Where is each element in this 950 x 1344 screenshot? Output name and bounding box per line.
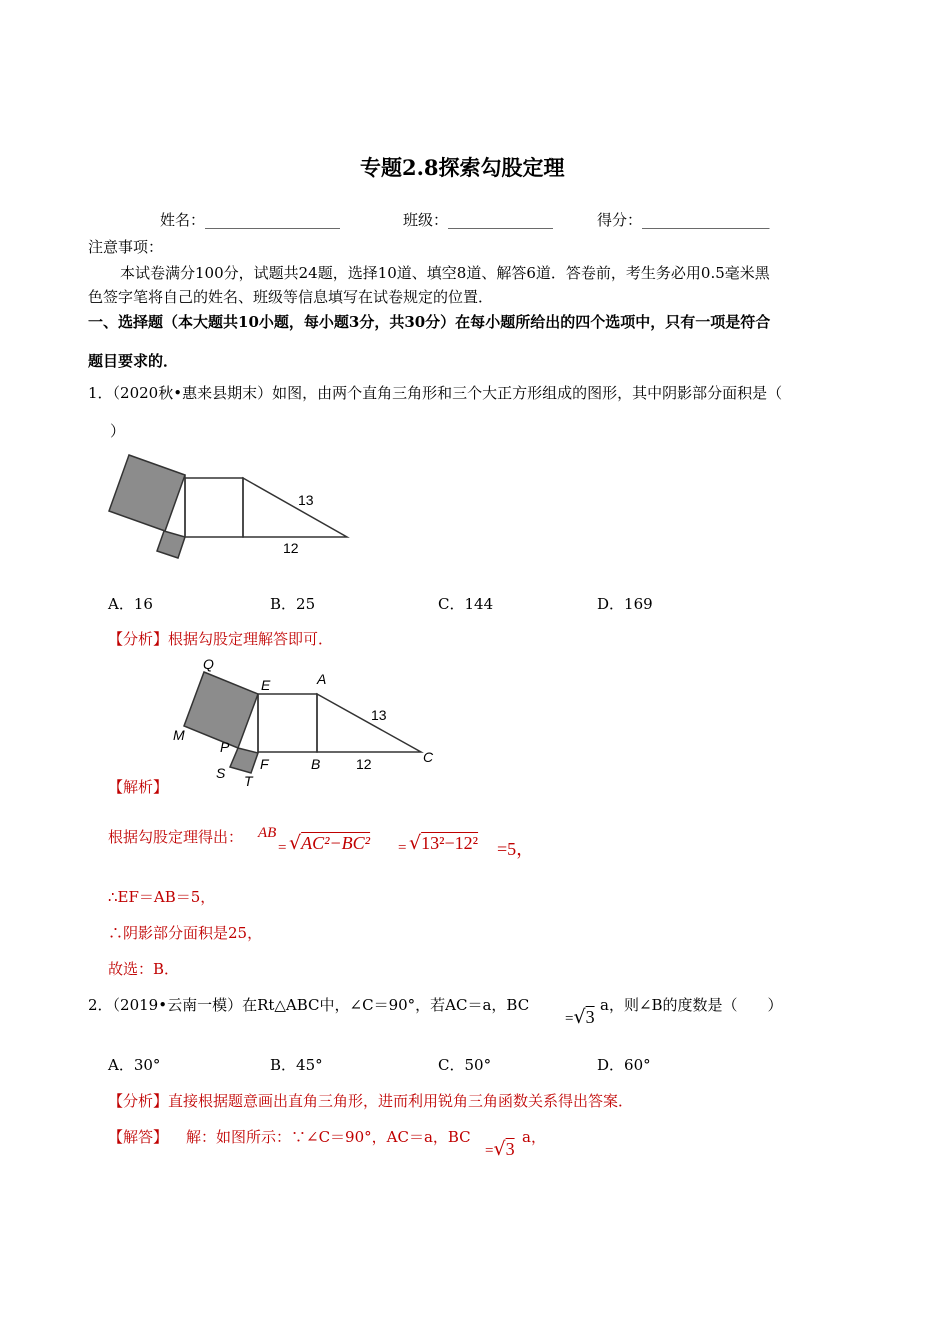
q2-answer-eq: = bbox=[485, 1143, 494, 1159]
q1-right-triangle bbox=[243, 478, 347, 537]
q1-solution-label: 【解析】 bbox=[108, 778, 169, 796]
q1-shaded-square-large bbox=[109, 455, 185, 531]
name-field: 姓名：__________________ bbox=[160, 211, 341, 229]
section-heading-line-2: 题目要求的． bbox=[88, 352, 179, 370]
q1-sol-square-efba bbox=[258, 694, 317, 752]
q2-answer: 解：如图所示：∵∠C＝90°，AC＝a，BC bbox=[186, 1128, 471, 1146]
q2-stem-sqrt-sign: √ bbox=[573, 1006, 586, 1028]
q1-label-q: Q bbox=[203, 656, 214, 672]
q1-solution-eq-1: = bbox=[278, 840, 287, 856]
q1-solution-radical-1 bbox=[289, 832, 370, 854]
notice-heading: 注意事项： bbox=[88, 238, 164, 256]
q1-label-m: M bbox=[173, 727, 185, 743]
page-title: 专题2.8探索勾股定理 bbox=[360, 155, 565, 180]
q1-sqrt-sign-2: √ bbox=[409, 832, 422, 854]
q2-option-d: D．60° bbox=[597, 1056, 651, 1074]
q1-sol-shaded-square-large bbox=[184, 672, 258, 748]
q1-sqrt-radicand-1: AC²−BC² bbox=[301, 833, 371, 853]
q2-answer-sqrt-sign: √ bbox=[493, 1138, 506, 1160]
q1-option-a: A．16 bbox=[108, 595, 153, 613]
q1-stem-line-1: 1．（2020秋•惠来县期末）如图，由两个直角三角形和三个大正方形组成的图形，其中阴影部分面积是（ bbox=[88, 384, 783, 402]
q1-label-b: B bbox=[311, 756, 321, 772]
q2-answer-sqrt bbox=[485, 1138, 515, 1160]
q1-sol-triangle-abc bbox=[317, 694, 421, 752]
q1-solution-radical-2 bbox=[409, 832, 478, 854]
q1-solution-figure bbox=[168, 654, 443, 789]
class-field: 班级：______________ bbox=[403, 211, 554, 229]
q1-sol-label-hypotenuse: 13 bbox=[371, 707, 387, 723]
q1-solution-eq-2: = bbox=[398, 840, 407, 856]
q2-option-a: A．30° bbox=[108, 1056, 161, 1074]
q1-solution-prefix: 根据勾股定理得出： bbox=[108, 828, 244, 846]
q2-analysis: 【分析】直接根据题意画出直角三角形，进而利用锐角三角函数关系得出答案． bbox=[108, 1092, 634, 1110]
q1-label-p: P bbox=[220, 739, 230, 755]
q1-option-c: C．144 bbox=[438, 595, 494, 613]
q1-solution-line-2: ∴EF＝AB＝5， bbox=[108, 888, 216, 906]
q2-option-b: B．45° bbox=[270, 1056, 323, 1074]
q2-stem-sqrt bbox=[565, 1006, 595, 1028]
q2-stem-sqrt-value: 3 bbox=[585, 1007, 595, 1027]
score-field: 得分：_________________ bbox=[597, 211, 770, 229]
notice-line-1: 本试卷满分100分，试题共24题，选择10道、填空8道、解答6道．答卷前，考生务必用0.5毫米黑 bbox=[120, 264, 770, 282]
q1-figure bbox=[105, 450, 355, 562]
q1-middle-square bbox=[185, 478, 243, 537]
q1-analysis: 【分析】根据勾股定理解答即可． bbox=[108, 630, 334, 648]
q1-sqrt-sign-1: √ bbox=[289, 832, 302, 854]
q1-label-e: E bbox=[261, 677, 271, 693]
q2-stem-eq: = bbox=[565, 1011, 574, 1027]
q1-label-base: 12 bbox=[283, 540, 299, 556]
q1-solution-ab: AB bbox=[258, 825, 277, 841]
q1-label-c: C bbox=[423, 749, 434, 765]
notice-line-2: 色签字笔将自己的姓名、班级等信息填写在试卷规定的位置． bbox=[88, 288, 494, 306]
q2-answer-label: 【解答】 bbox=[108, 1128, 169, 1146]
q1-option-b: B．25 bbox=[270, 595, 316, 613]
q2-answer-tail: a， bbox=[522, 1128, 546, 1146]
q1-sqrt-radicand-2: 13²−12² bbox=[421, 833, 479, 853]
q1-solution-line-3: ∴阴影部分面积是25， bbox=[108, 924, 263, 942]
q1-shaded-square-small bbox=[157, 531, 185, 558]
section-heading-line-1: 一、选择题（本大题共10小题，每小题3分，共30分）在每小题所给出的四个选项中，只有一项是符合 bbox=[88, 313, 771, 331]
q1-label-f: F bbox=[260, 756, 269, 772]
q1-sol-label-base: 12 bbox=[356, 756, 372, 772]
q1-option-d: D．169 bbox=[597, 595, 653, 613]
q1-solution-line-4: 故选：B． bbox=[108, 960, 180, 978]
q1-label-a: A bbox=[317, 671, 327, 687]
q2-option-c: C．50° bbox=[438, 1056, 492, 1074]
q2-stem-tail: a，则∠B的度数是（ ） bbox=[600, 996, 783, 1014]
q1-solution-result: =5， bbox=[497, 839, 535, 859]
q1-label-hypotenuse: 13 bbox=[298, 492, 314, 508]
q1-sol-shaded-square-small bbox=[230, 748, 258, 773]
q2-stem: 2．（2019•云南一模）在Rt△ABC中，∠C＝90°，若AC＝a，BC bbox=[88, 996, 530, 1014]
q1-stem-line-2: ） bbox=[110, 422, 126, 440]
q1-label-s: S bbox=[216, 765, 226, 781]
q2-answer-sqrt-value: 3 bbox=[505, 1139, 515, 1159]
q1-label-t: T bbox=[244, 773, 253, 789]
